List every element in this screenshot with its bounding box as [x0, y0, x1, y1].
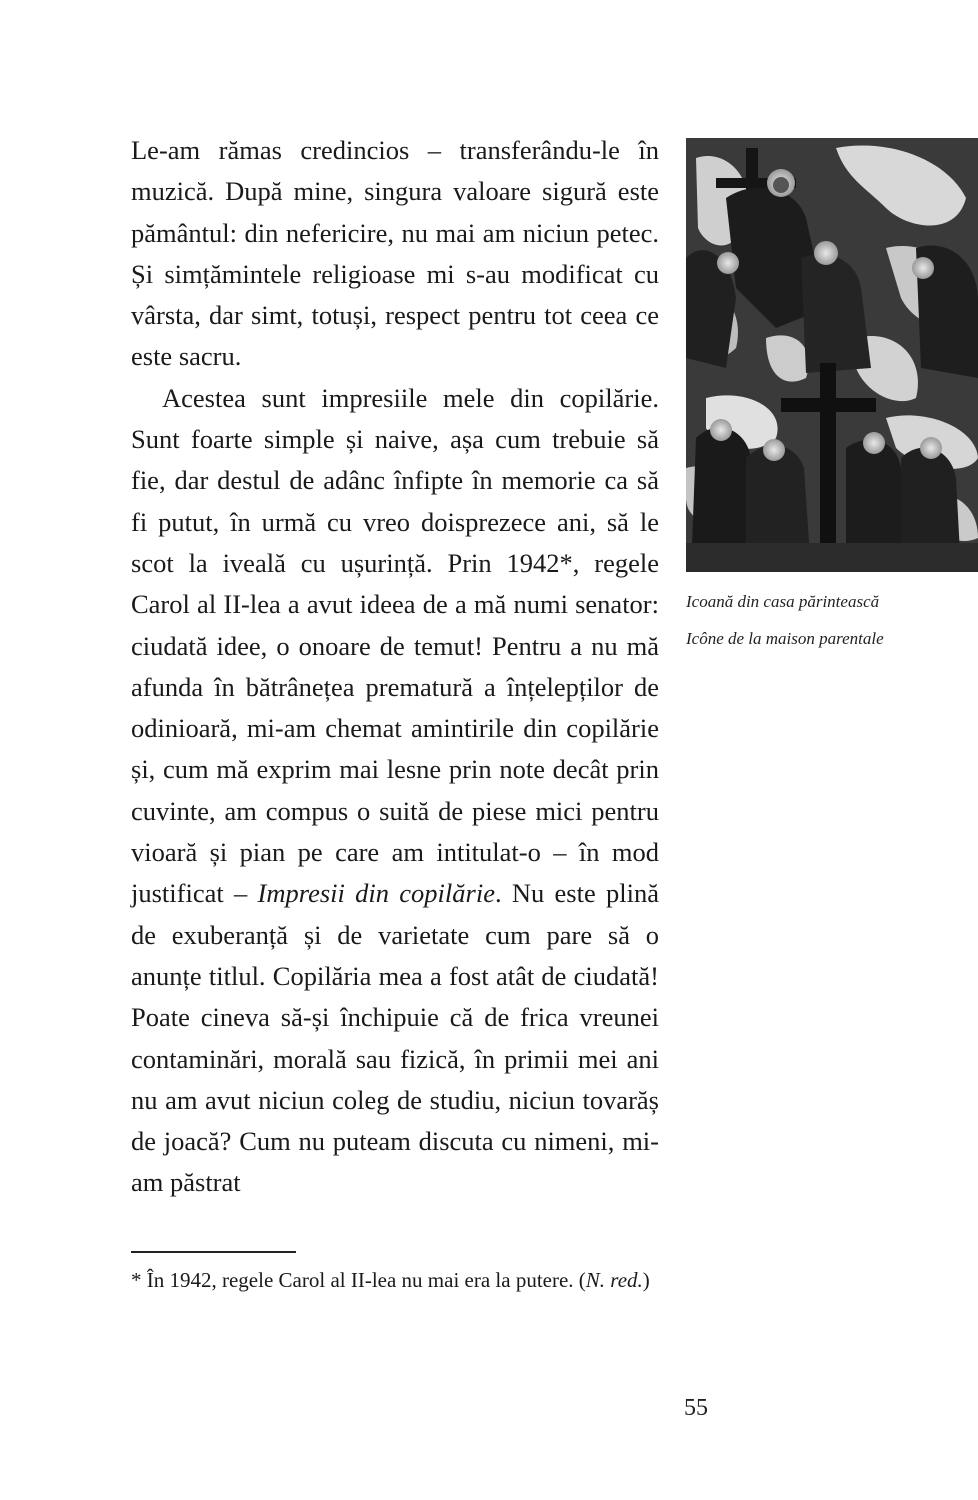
icon-painting-image — [686, 138, 978, 572]
footnote-text: * În 1942, regele Carol al II-lea nu mai era la putere. ( — [131, 1268, 586, 1292]
work-title: Impresii din copilărie — [257, 878, 495, 909]
footnote — [131, 1264, 661, 1297]
icon-painting-photo — [686, 138, 978, 572]
figure-caption-romanian: Icoană din casa părintească — [686, 592, 880, 611]
page-number: 55 — [684, 1395, 708, 1421]
footnote-close: ) — [642, 1268, 650, 1292]
main-text — [131, 130, 659, 1204]
paragraph-2 — [131, 378, 659, 1204]
paragraph-2-text-b: . Nu este plină de exuberanță și de varietate cum pare să o anunțe titlul. Copilăria mea a fost atât de ciudată! Poate cineva să-și închipuie că de frica vreunei contaminări, morală sau fizică, în primii mei ani nu am avut niciun coleg de studiu, niciun tovarăș de joacă? Cum nu puteam discuta cu nimeni, mi-am păstrat — [131, 878, 659, 1198]
figure-caption-french: Icône de la maison parentale — [686, 629, 884, 648]
paragraph-1: Le-am rămas credincios – transferându-le în muzică. După mine, singura valoare sigură este pământul: din nefericire, nu mai am niciun petec. Și simțămintele religioase mi s-au modificat cu vârsta, dar simt, totuși, respect pentru tot ceea ce este sacru. — [131, 135, 659, 372]
footnote-editor-note: N. red. — [585, 1268, 643, 1292]
footnote-divider — [131, 1251, 296, 1253]
paragraph-2-text-a: Acestea sunt impresiile mele din copilărie. Sunt foarte simple și naive, așa cum trebuie să fie, dar destul de adânc înfipte în memorie ca să fi putut, în urmă cu vreo doisprezece ani, să le scot la iveală cu ușurință. Prin 1942*, regele Carol al II-lea a avut ideea de a mă numi senator: ciudată idee, o onoare de temut! Pentru a nu mă afunda în bătrânețea prematură a înțelepților de odinioară, mi-am chemat amintirile din copilărie și, cum mă exprim mai lesne prin note decât prin cuvinte, am compus o suită de piese mici pentru vioară și pian pe care am intitulat-o – în mod justificat – — [131, 382, 659, 909]
